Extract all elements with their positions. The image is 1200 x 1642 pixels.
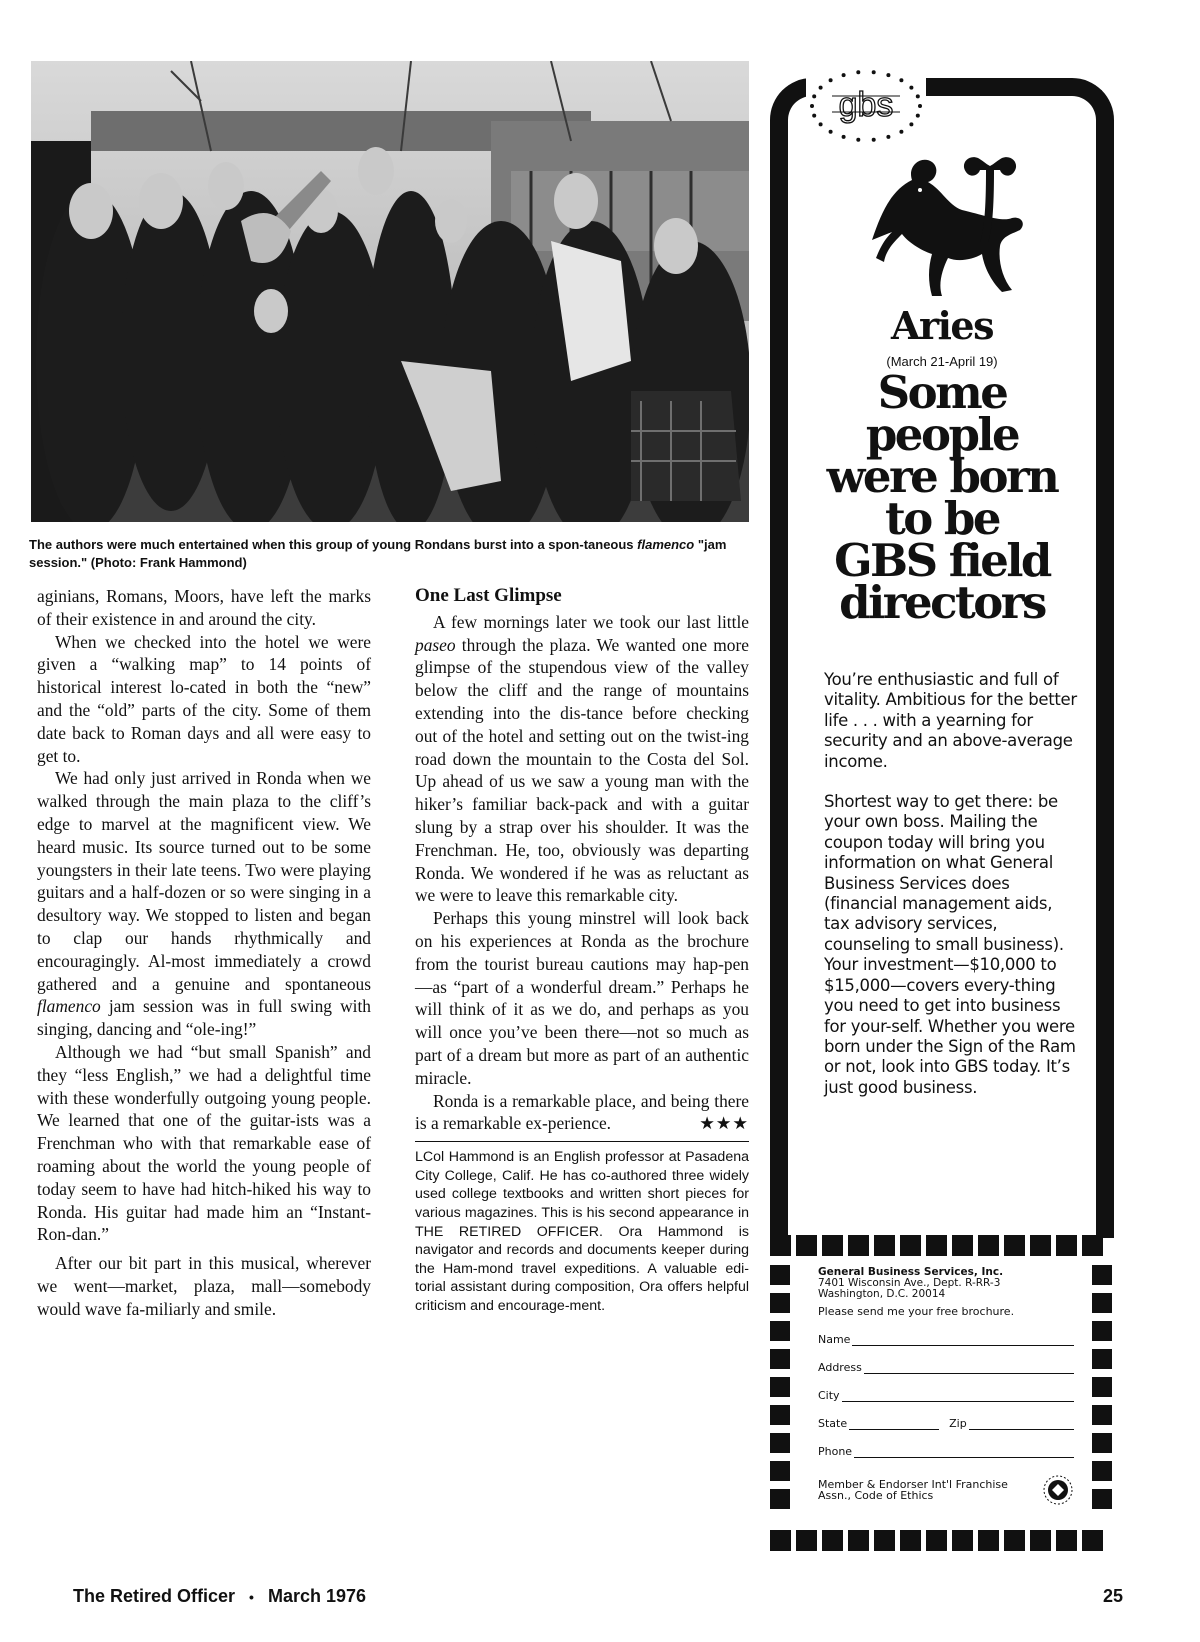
caption-credit: "jam session." (Photo: Frank Hammond) — [29, 537, 727, 570]
ad-headline — [780, 366, 1104, 629]
border-square — [770, 1321, 790, 1341]
gbs-advertisement — [770, 78, 1114, 1550]
border-square — [770, 1235, 791, 1256]
membership-line: Assn., Code of Ethics — [818, 1489, 934, 1502]
border-square — [1082, 1235, 1103, 1256]
address-field[interactable] — [818, 1361, 1074, 1374]
address-line[interactable] — [864, 1362, 1074, 1374]
logo-star — [872, 138, 876, 142]
logo-star — [812, 94, 816, 98]
border-square — [1004, 1530, 1025, 1551]
logo-star — [856, 70, 860, 74]
paragraph — [415, 611, 749, 907]
paragraph-text: Ronda is a remarkable place, and being there is a remarkable ex-perience. — [415, 1090, 749, 1134]
logo-star — [899, 130, 903, 134]
ad-paragraph: You’re enthusiastic and full of vitality. Ambitious for the better life . . . with a yearning for security and an above-average income. — [824, 670, 1077, 771]
membership-line: Member & Endorser Int'l Franchise — [818, 1478, 1008, 1491]
paragraph-text: through the plaza. We wanted one more glimpse of the stupendous view of the valley below the cliff and the range of mountains extending into the dis-tance before checking out of the hotel and setting out on the twist-ing road down the mountain to the Costa del Sol. Up ahead of us we saw a young man with the hiker’s familiar back-pack and with a guitar slung by a strap over his shoulder. It was the Frenchman. He, too, obviously was departing Ronda. We wondered if he was as reluctant as we were to leave this remarkable city. — [415, 634, 749, 906]
border-square — [1030, 1530, 1051, 1551]
border-square — [770, 1265, 790, 1285]
membership-text — [818, 1479, 1008, 1501]
border-square — [1092, 1265, 1112, 1285]
phone-label: Phone — [818, 1445, 853, 1458]
border-square — [926, 1530, 947, 1551]
border-square — [952, 1235, 973, 1256]
footer-bullet: • — [249, 1588, 254, 1605]
border-square — [874, 1235, 895, 1256]
logo-star — [909, 86, 913, 90]
border-square — [1056, 1235, 1077, 1256]
coupon-border-right — [1092, 1265, 1112, 1509]
paragraph: Although we had “but small Spanish” and they “less English,” we had a delightful time with these wonderfully outgoing young people. We learned that one of the guitar-ists was a Frenchman who with that remarkable ease of roaming about the world the young people of today seem to have had hitch-hiked his way to Ronda. His guitar had made him an “Instant-Ron-dan.” — [37, 1041, 371, 1245]
paragraph-italic: flamenco — [37, 996, 101, 1017]
border-square — [1030, 1235, 1051, 1256]
ad-body — [824, 670, 1080, 1118]
paragraph-italic: paseo — [415, 634, 456, 655]
article-column-2 — [415, 585, 749, 1315]
logo-star — [886, 73, 890, 77]
border-square — [1092, 1405, 1112, 1425]
border-square — [1092, 1461, 1112, 1481]
border-square — [1092, 1377, 1112, 1397]
paragraph-text: jam session was in full swing with singing, dancing and “ole-ing!” — [37, 996, 371, 1040]
border-square — [1092, 1349, 1112, 1369]
coupon-border-left — [770, 1265, 790, 1509]
paragraph-text: We had only just arrived in Ronda when we walked through the main plaza to the cliff’s edge to marvel at the magnificent view. We heard music. Its source turned out to be some youngsters in their late teens. Two were playing guitars and a half-dozen or so were singing in a desultory way. We stopped to listen and began to clap our hands rhythmically and encouragingly. Al-most immediately a crowd gathered and a genuine and spontaneous — [37, 768, 371, 994]
sign-dates: (March 21-April 19) — [886, 354, 998, 369]
publication-name: The Retired Officer — [73, 1586, 236, 1606]
phone-line[interactable] — [854, 1446, 1074, 1458]
name-line[interactable] — [852, 1334, 1074, 1346]
coupon-border-bottom — [770, 1530, 1103, 1551]
phone-field[interactable] — [818, 1445, 1074, 1458]
border-square — [1082, 1530, 1103, 1551]
border-square — [978, 1235, 999, 1256]
paragraph: Perhaps this young minstrel will look back on his experiences at Ronda as the brochure from the tourist bureau cautions may hap-pen—as “part of a wonderful dream.” Perhaps he will think of it as we do, and perhaps as you will once you’ve been there—not so much as part of a dream but more as part of an authentic miracle. — [415, 908, 749, 1088]
logo-star — [829, 130, 833, 134]
border-square — [900, 1235, 921, 1256]
headline-line: were born — [826, 450, 1058, 503]
end-mark: ★★★ — [699, 1113, 749, 1134]
company-name: General Business Services, Inc. — [818, 1266, 1004, 1278]
issue-date: March 1976 — [267, 1586, 367, 1606]
paragraph: aginians, Romans, Moors, have left the marks of their existence in and around the city. — [37, 586, 371, 629]
name-field[interactable] — [818, 1333, 1074, 1346]
caption-italic: flamenco — [637, 537, 695, 552]
author-bio: LCol Hammond is an English professor at Pasadena City College, Calif. He has co-authored three widely used college textbooks and written short pieces for various magazines. This is his second appearance in THE RETIRED OFFICER. Ora Hammond is navigator and records and documents keeper during the Ham-mond travel expeditions. A valuable edi-torial assistant during composition, Ora offers helpful criticism and encourage-ment. — [415, 1149, 749, 1314]
city-field[interactable] — [818, 1389, 1074, 1402]
logo-star — [812, 114, 816, 118]
border-square — [978, 1530, 999, 1551]
logo-star — [819, 122, 823, 126]
border-square — [770, 1530, 791, 1551]
border-square — [900, 1530, 921, 1551]
border-square — [770, 1433, 790, 1453]
caption-text: The authors were much entertained when this group of young Rondans burst into a spon-taneous — [29, 537, 638, 552]
logo-star — [899, 78, 903, 82]
page-footer — [73, 1586, 366, 1607]
photo-caption — [29, 536, 753, 572]
border-square — [770, 1489, 790, 1509]
logo-star — [810, 104, 814, 108]
headline-line: GBS field — [834, 534, 1050, 587]
border-square — [770, 1293, 790, 1313]
border-square — [1092, 1489, 1112, 1509]
city-label: City — [818, 1389, 840, 1402]
gbs-logo-icon — [806, 64, 926, 148]
paragraph — [415, 1090, 749, 1136]
border-square — [796, 1235, 817, 1256]
border-square — [770, 1349, 790, 1369]
paragraph: After our bit part in this musical, wherever we went—market, plaza, mall—somebody would wave fa-miliarly and smile. — [37, 1253, 371, 1319]
company-address: 7401 Wisconsin Ave., Dept. R-RR-3 — [818, 1277, 1001, 1289]
article-photo — [31, 61, 749, 522]
logo-star — [819, 86, 823, 90]
coupon-border-top — [770, 1235, 1103, 1256]
border-square — [1092, 1433, 1112, 1453]
border-square — [1056, 1530, 1077, 1551]
coupon-form — [818, 1267, 1074, 1506]
paragraph: When we checked into the hotel we were given a “walking map” to 14 points of historical interest lo-cated in both the “new” and the “old” parts of the city. Some of them date back to Roman days and all were easy to get to. — [37, 631, 371, 766]
logo-star — [916, 94, 920, 98]
state-line[interactable] — [849, 1418, 939, 1430]
name-label: Name — [818, 1333, 851, 1346]
border-square — [848, 1530, 869, 1551]
paragraph-text: A few mornings later we took our last little — [433, 611, 749, 632]
border-square — [952, 1530, 973, 1551]
divider — [415, 1141, 749, 1142]
sign-name: Aries — [890, 303, 993, 348]
address-label: Address — [818, 1361, 862, 1374]
border-square — [770, 1461, 790, 1481]
logo-star — [886, 135, 890, 139]
gbs-logo — [806, 64, 926, 148]
brochure-request: Please send me your free brochure. — [818, 1305, 1015, 1318]
company-city: Washington, D.C. 20014 — [818, 1287, 946, 1300]
flamenco-group-photo — [31, 61, 749, 522]
border-square — [874, 1530, 895, 1551]
border-square — [822, 1235, 843, 1256]
zip-line[interactable] — [969, 1418, 1074, 1430]
logo-text: gbs — [838, 86, 894, 124]
border-square — [848, 1235, 869, 1256]
ad-paragraph: Shortest way to get there: be your own boss. Mailing the coupon today will bring you information on what General Business Services does (financial management aids, tax advisory services, counseling to small business). Your investment—$10,000 to $15,000—covers every-thing you need to get into business for your-self. Whether you were born under the Sign of the Ram or not, look into GBS today. It’s just good business. — [824, 792, 1076, 1097]
zip-label: Zip — [949, 1417, 967, 1430]
section-heading: One Last Glimpse — [415, 585, 562, 606]
logo-star — [856, 138, 860, 142]
border-square — [822, 1530, 843, 1551]
logo-star — [909, 122, 913, 126]
logo-star — [872, 70, 876, 74]
border-square — [1092, 1293, 1112, 1313]
headline-line: Some — [877, 366, 1007, 419]
logo-star — [842, 135, 846, 139]
mail-coupon — [770, 1235, 1114, 1551]
city-line[interactable] — [842, 1390, 1074, 1402]
headline-line: directors — [839, 576, 1045, 629]
border-square — [1004, 1235, 1025, 1256]
border-square — [770, 1405, 790, 1425]
logo-star — [916, 114, 920, 118]
state-zip-field[interactable] — [818, 1417, 1074, 1430]
border-square — [1092, 1321, 1112, 1341]
paragraph — [37, 767, 371, 1041]
headline-line: people — [865, 408, 1019, 461]
logo-star — [842, 73, 846, 77]
headline-line: to be — [884, 492, 1000, 545]
page-number: 25 — [1103, 1586, 1124, 1606]
logo-star — [829, 78, 833, 82]
article-column-1 — [37, 585, 371, 1321]
logo-star — [918, 104, 922, 108]
border-square — [770, 1377, 790, 1397]
state-label: State — [818, 1417, 848, 1430]
membership-note — [818, 1474, 1074, 1506]
border-square — [926, 1235, 947, 1256]
border-square — [796, 1530, 817, 1551]
franchise-seal-icon — [1042, 1474, 1074, 1506]
ram-icon — [862, 150, 1032, 300]
